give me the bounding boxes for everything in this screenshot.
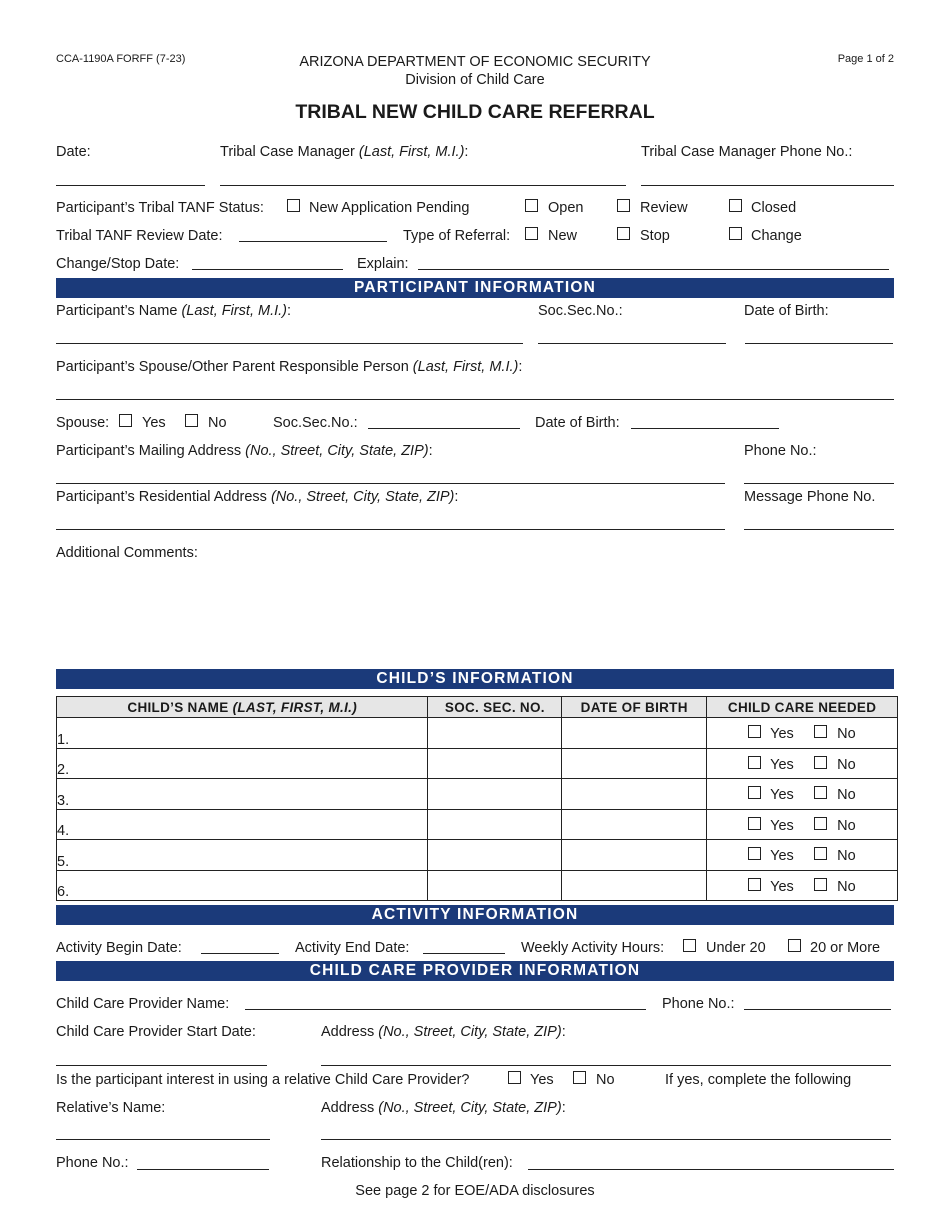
activity-end-field[interactable] bbox=[423, 953, 505, 954]
row-number: 3. bbox=[57, 792, 70, 809]
relative-phone-label: Phone No.: bbox=[56, 1155, 129, 1171]
relationship-field[interactable] bbox=[528, 1169, 894, 1170]
provider-start-date-field[interactable] bbox=[56, 1065, 267, 1066]
care-yes-label: Yes bbox=[770, 817, 794, 834]
activity-begin-label: Activity Begin Date: bbox=[56, 940, 182, 956]
change-stop-date-label: Change/Stop Date: bbox=[56, 256, 180, 272]
relative-address-label: Address (No., Street, City, State, ZIP): bbox=[321, 1100, 566, 1116]
relative-provider-question: Is the participant interest in using a relative Child Care Provider? bbox=[56, 1072, 470, 1088]
child-info-heading: CHILD’S INFORMATION bbox=[56, 669, 894, 689]
form-id: CCA-1190A FORFF (7-23) bbox=[56, 53, 186, 65]
child-dob-cell[interactable] bbox=[562, 840, 707, 871]
child-name-cell[interactable] bbox=[57, 809, 428, 840]
case-manager-field[interactable] bbox=[220, 185, 626, 186]
spouse-yes-label: Yes bbox=[142, 415, 166, 431]
relative-no-label: No bbox=[596, 1072, 615, 1088]
care-no-label: No bbox=[837, 817, 856, 834]
tanf-status-label: Participant’s Tribal TANF Status: bbox=[56, 200, 264, 216]
explain-field[interactable] bbox=[418, 269, 889, 270]
child-dob-cell[interactable] bbox=[562, 748, 707, 779]
child-care-needed-cell bbox=[707, 809, 898, 840]
relationship-label: Relationship to the Child(ren): bbox=[321, 1155, 513, 1171]
child-care-needed-header: CHILD CARE NEEDED bbox=[707, 697, 898, 718]
child-name-cell[interactable] bbox=[57, 718, 428, 749]
child-ssn-cell[interactable] bbox=[428, 809, 562, 840]
spouse-no-checkbox[interactable] bbox=[185, 414, 198, 427]
spouse-dob-label: Date of Birth: bbox=[535, 415, 620, 431]
provider-name-label: Child Care Provider Name: bbox=[56, 996, 230, 1012]
spouse-dob-field[interactable] bbox=[631, 428, 779, 429]
row-number: 5. bbox=[57, 853, 70, 870]
relative-phone-field[interactable] bbox=[137, 1169, 269, 1170]
participant-name-label: Participant’s Name (Last, First, M.I.): bbox=[56, 303, 292, 319]
spouse-name-label: Participant’s Spouse/Other Parent Responsible Person (Last, First, M.I.): bbox=[56, 359, 523, 375]
table-row bbox=[57, 748, 898, 779]
child-care-needed-cell bbox=[707, 870, 898, 901]
child-table-header bbox=[57, 697, 898, 718]
table-row bbox=[57, 718, 898, 749]
participant-ssn-field[interactable] bbox=[538, 343, 726, 344]
referral-type-label: Type of Referral: bbox=[403, 228, 511, 244]
child-ssn-header: SOC. SEC. NO. bbox=[428, 697, 562, 718]
care-no-checkbox[interactable] bbox=[814, 878, 827, 891]
spouse-name-field[interactable] bbox=[56, 399, 894, 400]
provider-phone-label: Phone No.: bbox=[662, 996, 735, 1012]
spouse-yes-checkbox[interactable] bbox=[119, 414, 132, 427]
care-yes-checkbox[interactable] bbox=[748, 725, 761, 738]
child-dob-cell[interactable] bbox=[562, 779, 707, 810]
child-ssn-cell[interactable] bbox=[428, 779, 562, 810]
child-care-needed-cell bbox=[707, 840, 898, 871]
open-checkbox[interactable] bbox=[525, 199, 538, 212]
20-or-more-label: 20 or More bbox=[810, 940, 881, 956]
child-dob-cell[interactable] bbox=[562, 870, 707, 901]
row-number: 1. bbox=[57, 731, 70, 748]
care-yes-checkbox[interactable] bbox=[748, 817, 761, 830]
child-dob-cell[interactable] bbox=[562, 718, 707, 749]
participant-info-heading: PARTICIPANT INFORMATION bbox=[56, 278, 894, 298]
row-number: 2. bbox=[57, 762, 70, 778]
table-row bbox=[57, 779, 898, 810]
review-label: Review bbox=[640, 200, 688, 216]
review-date-field[interactable] bbox=[239, 241, 387, 242]
closed-checkbox[interactable] bbox=[729, 199, 742, 212]
new-application-checkbox[interactable] bbox=[287, 199, 300, 212]
provider-address-field[interactable] bbox=[321, 1065, 891, 1066]
case-manager-label: Tribal Case Manager (Last, First, M.I.): bbox=[220, 144, 469, 160]
care-no-label: No bbox=[837, 878, 856, 895]
row-number: 6. bbox=[57, 884, 70, 900]
care-no-label: No bbox=[837, 848, 856, 864]
care-no-label: No bbox=[837, 726, 856, 742]
footer-note: See page 2 for EOE/ADA disclosures bbox=[355, 1183, 595, 1199]
additional-comments-field[interactable] bbox=[56, 564, 894, 660]
row-number: 4. bbox=[57, 823, 70, 839]
if-yes-note: If yes, complete the following bbox=[665, 1072, 852, 1088]
care-no-checkbox[interactable] bbox=[814, 786, 827, 799]
child-name-cell[interactable] bbox=[57, 779, 428, 810]
review-checkbox[interactable] bbox=[617, 199, 630, 212]
page-number: Page 1 of 2 bbox=[837, 53, 894, 65]
care-yes-label: Yes bbox=[770, 726, 794, 742]
table-row bbox=[57, 809, 898, 840]
child-name-cell[interactable] bbox=[57, 840, 428, 871]
child-care-needed-cell bbox=[707, 718, 898, 749]
explain-label: Explain: bbox=[357, 256, 409, 272]
review-date-label: Tribal TANF Review Date: bbox=[56, 228, 223, 244]
mailing-address-field[interactable] bbox=[56, 483, 725, 484]
relative-name-field[interactable] bbox=[56, 1139, 270, 1140]
new-referral-checkbox[interactable] bbox=[525, 227, 538, 240]
message-phone-label: Message Phone No. bbox=[744, 489, 876, 505]
activity-begin-field[interactable] bbox=[201, 953, 279, 954]
date-field[interactable] bbox=[56, 185, 205, 186]
activity-end-label: Activity End Date: bbox=[295, 940, 410, 956]
child-care-needed-cell bbox=[707, 779, 898, 810]
care-yes-checkbox[interactable] bbox=[748, 756, 761, 769]
case-manager-phone-label: Tribal Case Manager Phone No.: bbox=[641, 144, 853, 160]
child-ssn-cell[interactable] bbox=[428, 840, 562, 871]
case-manager-phone-field[interactable] bbox=[641, 185, 894, 186]
20-or-more-checkbox[interactable] bbox=[788, 939, 801, 952]
additional-comments-label: Additional Comments: bbox=[56, 545, 198, 561]
closed-label: Closed bbox=[751, 200, 797, 216]
child-name-cell[interactable] bbox=[57, 870, 428, 901]
relative-address-field[interactable] bbox=[321, 1139, 891, 1140]
provider-start-date-label: Child Care Provider Start Date: bbox=[56, 1024, 256, 1040]
change-label: Change bbox=[751, 228, 802, 244]
activity-info-heading: ACTIVITY INFORMATION bbox=[56, 905, 894, 925]
weekly-hours-label: Weekly Activity Hours: bbox=[521, 940, 665, 956]
child-name-header: CHILD’S NAME (LAST, FIRST, M.I.) bbox=[57, 697, 428, 718]
care-no-checkbox[interactable] bbox=[814, 756, 827, 769]
page-title: TRIBAL NEW CHILD CARE REFERRAL bbox=[295, 101, 655, 123]
child-ssn-cell[interactable] bbox=[428, 870, 562, 901]
change-checkbox[interactable] bbox=[729, 227, 742, 240]
residential-address-label: Participant’s Residential Address (No., Street, City, State, ZIP): bbox=[56, 489, 459, 505]
care-no-label: No bbox=[837, 756, 856, 773]
relative-name-label: Relative’s Name: bbox=[56, 1100, 166, 1116]
child-dob-header: DATE OF BIRTH bbox=[562, 697, 707, 718]
relative-no-checkbox[interactable] bbox=[573, 1071, 586, 1084]
stop-checkbox[interactable] bbox=[617, 227, 630, 240]
date-label: Date: bbox=[56, 144, 91, 160]
under-20-checkbox[interactable] bbox=[683, 939, 696, 952]
provider-info-heading: CHILD CARE PROVIDER INFORMATION bbox=[56, 961, 894, 981]
new-referral-label: New bbox=[548, 228, 578, 244]
care-yes-checkbox[interactable] bbox=[748, 847, 761, 860]
child-dob-cell[interactable] bbox=[562, 809, 707, 840]
child-name-cell[interactable] bbox=[57, 748, 428, 779]
table-row bbox=[57, 870, 898, 901]
relative-yes-label: Yes bbox=[530, 1072, 554, 1088]
provider-name-field[interactable] bbox=[245, 1009, 646, 1010]
provider-address-label: Address (No., Street, City, State, ZIP): bbox=[321, 1024, 566, 1040]
care-yes-label: Yes bbox=[770, 878, 794, 895]
child-table bbox=[56, 696, 898, 901]
table-row bbox=[57, 840, 898, 871]
provider-phone-field[interactable] bbox=[744, 1009, 891, 1010]
child-ssn-cell[interactable] bbox=[428, 718, 562, 749]
new-application-label: New Application Pending bbox=[309, 200, 470, 216]
relative-yes-checkbox[interactable] bbox=[508, 1071, 521, 1084]
message-phone-field[interactable] bbox=[744, 529, 894, 530]
stop-label: Stop bbox=[640, 228, 670, 244]
spouse-no-label: No bbox=[208, 415, 227, 431]
care-no-label: No bbox=[837, 787, 856, 803]
participant-dob-label: Date of Birth: bbox=[744, 303, 829, 319]
participant-dob-field[interactable] bbox=[745, 343, 893, 344]
phone-field[interactable] bbox=[744, 483, 894, 484]
care-yes-label: Yes bbox=[770, 756, 794, 773]
care-yes-checkbox[interactable] bbox=[748, 878, 761, 891]
care-yes-label: Yes bbox=[770, 848, 794, 864]
care-yes-label: Yes bbox=[770, 787, 794, 803]
agency-name: ARIZONA DEPARTMENT OF ECONOMIC SECURITY bbox=[299, 54, 651, 70]
care-no-checkbox[interactable] bbox=[814, 817, 827, 830]
spouse-label: Spouse: bbox=[56, 415, 110, 431]
care-no-checkbox[interactable] bbox=[814, 725, 827, 738]
phone-label: Phone No.: bbox=[744, 443, 817, 459]
division-name: Division of Child Care bbox=[405, 72, 545, 88]
change-stop-date-field[interactable] bbox=[192, 269, 343, 270]
spouse-ssn-field[interactable] bbox=[368, 428, 520, 429]
care-yes-checkbox[interactable] bbox=[748, 786, 761, 799]
open-label: Open bbox=[548, 200, 584, 216]
spouse-ssn-label: Soc.Sec.No.: bbox=[273, 415, 358, 431]
care-no-checkbox[interactable] bbox=[814, 847, 827, 860]
participant-name-field[interactable] bbox=[56, 343, 523, 344]
child-ssn-cell[interactable] bbox=[428, 748, 562, 779]
child-care-needed-cell bbox=[707, 748, 898, 779]
residential-address-field[interactable] bbox=[56, 529, 725, 530]
under-20-label: Under 20 bbox=[706, 940, 766, 956]
participant-ssn-label: Soc.Sec.No.: bbox=[538, 303, 623, 319]
mailing-address-label: Participant’s Mailing Address (No., Street, City, State, ZIP): bbox=[56, 443, 433, 459]
